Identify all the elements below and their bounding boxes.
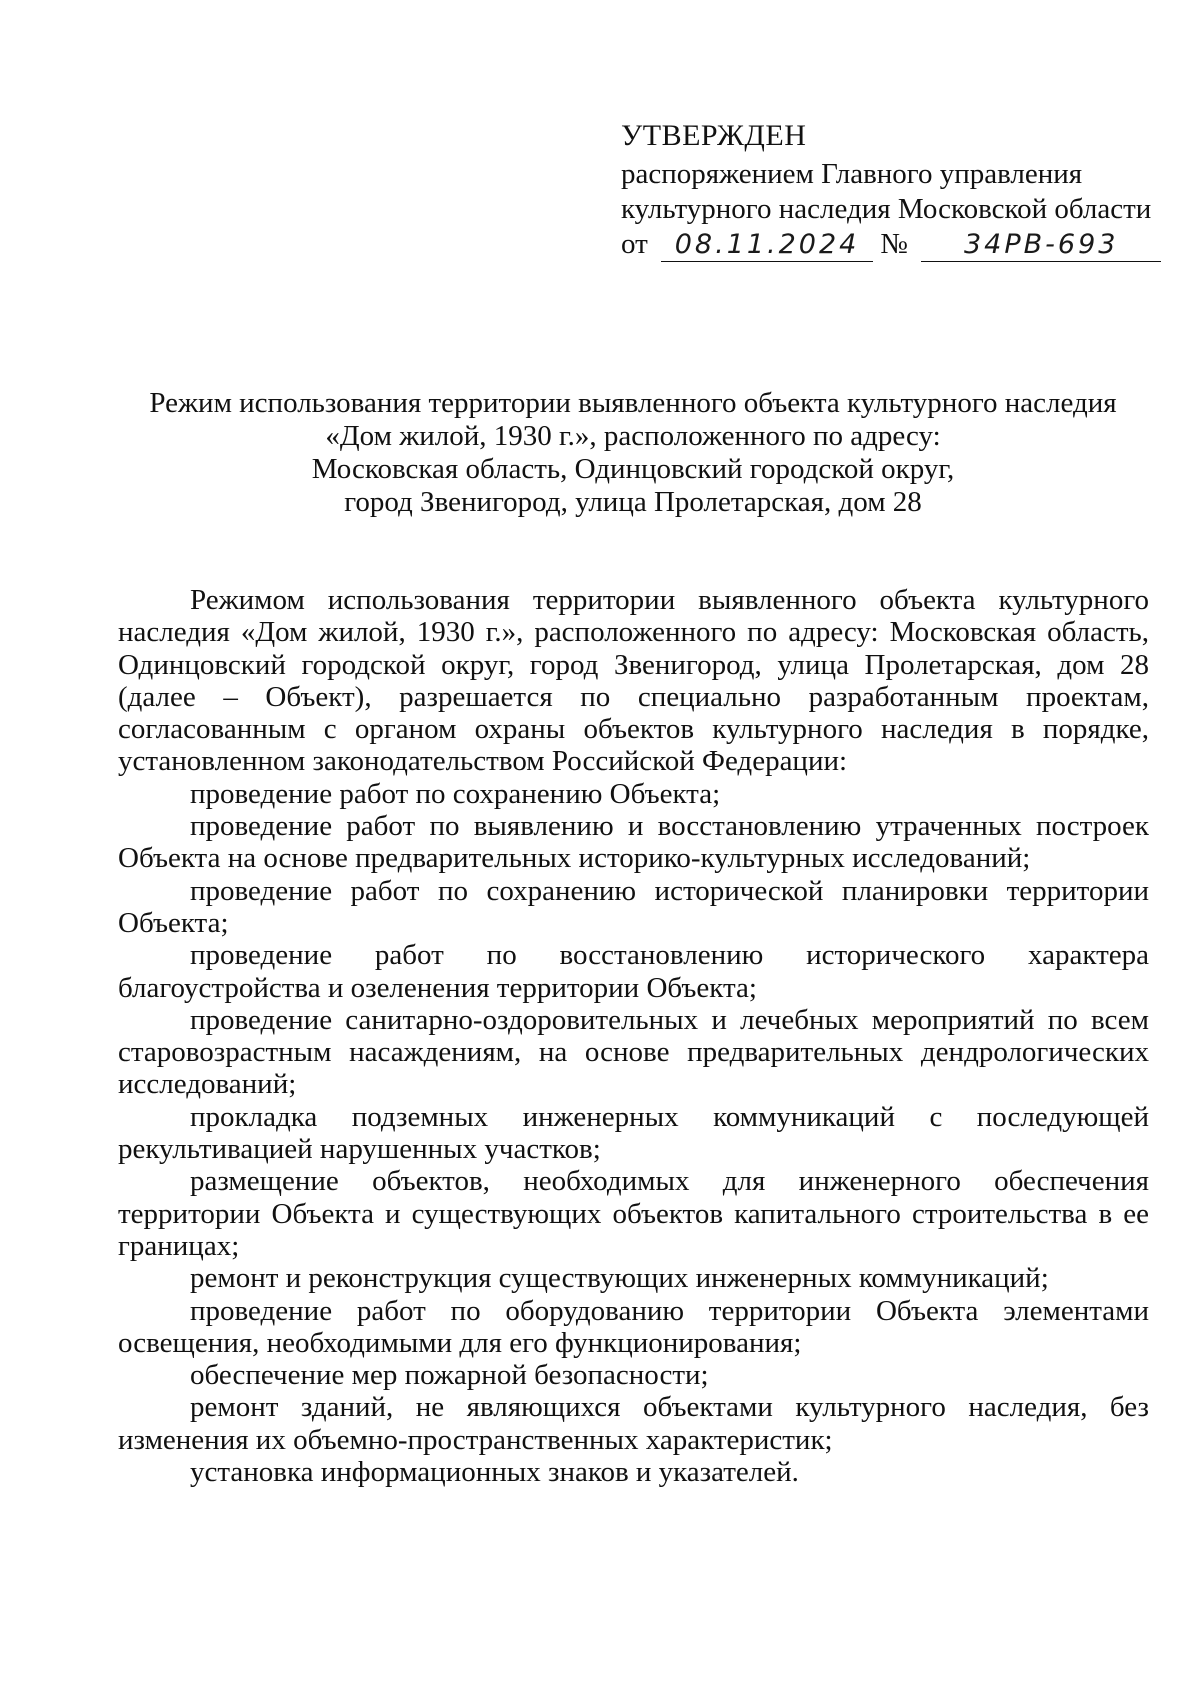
- list-item: обеспечение мер пожарной безопасности;: [190, 1359, 709, 1392]
- number-prefix: №: [880, 228, 908, 260]
- list-item: установка информационных знаков и указателей.: [190, 1456, 799, 1489]
- list-item: проведение работ по сохранению исторической планировки территории Объекта;: [118, 874, 1149, 939]
- approval-block: [621, 118, 1161, 265]
- list-item: проведение работ по выявлению и восстановлению утраченных построек Объекта на основе предварительных историко-культурных исследований;: [118, 810, 1149, 875]
- list-item: проведение работ по сохранению Объекта;: [190, 777, 721, 810]
- list-item: проведение работ по оборудованию территории Объекта элементами освещения, необходимыми для его функционирования;: [118, 1294, 1149, 1359]
- list-item: ремонт и реконструкция существующих инженерных коммуникаций;: [190, 1262, 1049, 1295]
- list-item: ремонт зданий, не являющихся объектами культурного наследия, без изменения их объемно-пространственных характеристик;: [118, 1391, 1149, 1456]
- document-title: [110, 387, 1156, 519]
- title-line-4: город Звенигород, улица Пролетарская, дом 28: [344, 486, 922, 518]
- list-item: проведение работ по восстановлению исторического характера благоустройства и озеленения территории Объекта;: [118, 939, 1149, 1004]
- list-item: проведение санитарно-оздоровительных и лечебных мероприятий по всем старовозрастным насаждениям, на основе предварительных дендрологических исследований;: [118, 1003, 1149, 1101]
- title-line-3: Московская область, Одинцовский городской округ,: [311, 453, 955, 485]
- date-prefix: от: [621, 228, 648, 260]
- intro-paragraph: Режимом использования территории выявленного объекта культурного наследия «Дом жилой, 1930 г.», расположенного по адресу: Московская область, Одинцовский городской округ, город Звенигород, улица Пролетарская, дом 28 (далее – Объект), разрешается по специально разработанным проектам, согласованным с органом охраны объектов культурного наследия в порядке, установленном законодательством Российской Федерации:: [118, 584, 1149, 778]
- handwritten-date: 08.11.2024: [661, 229, 873, 262]
- approval-heading: УТВЕРЖДЕН: [621, 119, 807, 152]
- list-item: размещение объектов, необходимых для инженерного обеспечения территории Объекта и существующих объектов капитального строительства в ее границах;: [118, 1165, 1149, 1262]
- list-item: прокладка подземных инженерных коммуникаций с последующей рекультивацией нарушенных участков;: [118, 1100, 1149, 1166]
- document-body: [118, 584, 1149, 1488]
- approval-date-number-line: [621, 227, 1161, 265]
- approval-authority-line-2: культурного наследия Московской области: [621, 193, 1152, 225]
- handwritten-number: 34РВ-693: [921, 229, 1161, 262]
- approval-authority-line-1: распоряжением Главного управления: [621, 158, 1083, 190]
- title-line-2: «Дом жилой, 1930 г.», расположенного по адресу:: [325, 420, 941, 452]
- title-line-1: Режим использования территории выявленного объекта культурного наследия: [149, 387, 1117, 419]
